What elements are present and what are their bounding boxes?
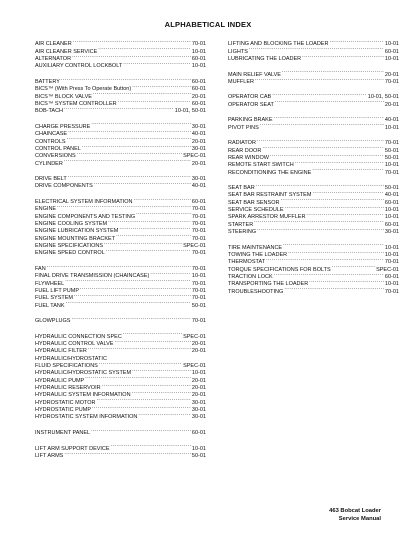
index-entry[interactable]: [228, 53, 399, 63]
leader-dots: [270, 152, 384, 159]
leader-dots: [66, 299, 191, 306]
leader-dots: [72, 53, 191, 60]
index-entry-page: 20-01: [191, 160, 206, 167]
index-entry-label: CONTROLS: [35, 138, 66, 145]
index-entry-label: FLUID SPECIFICATIONS: [35, 363, 98, 370]
leader-dots: [255, 76, 384, 83]
index-group: [228, 137, 399, 174]
index-entry-page: 40-01: [384, 117, 399, 124]
index-group: [228, 68, 399, 83]
index-entry-page: 50-01: [384, 147, 399, 154]
leader-dots: [92, 404, 191, 411]
index-entry-label: HYDROSTATIC SYSTEM INFORMATION: [35, 414, 138, 421]
leader-dots: [257, 137, 384, 144]
index-entry-page: 70-01: [384, 169, 399, 176]
index-entry-label: CHAINCASE: [35, 131, 68, 138]
leader-dots: [123, 60, 191, 67]
index-entry[interactable]: [228, 182, 399, 192]
index-entry-page: 30-01: [191, 123, 206, 130]
index-entry-page: 40-01: [384, 192, 399, 199]
footer-manual: Service Manual: [338, 516, 381, 522]
index-group: [228, 241, 399, 295]
index-entry-page: 60-01: [191, 78, 206, 85]
index-entry-label: ENGINE SPEED CONTROL: [35, 250, 105, 257]
leader-dots: [312, 189, 383, 196]
leader-dots: [64, 157, 191, 164]
index-entry[interactable]: [35, 210, 206, 220]
index-entry-label: OPERATOR SEAT: [228, 101, 274, 108]
index-group: [35, 330, 206, 421]
index-entry-page: 70-01: [191, 250, 206, 257]
index-entry-label: RADIATOR: [228, 140, 256, 147]
leader-dots: [88, 345, 191, 352]
leader-dots: [104, 240, 182, 247]
leader-dots: [93, 90, 191, 97]
leader-dots: [274, 271, 384, 278]
leader-dots: [249, 45, 384, 52]
index-entry[interactable]: [228, 226, 399, 236]
index-entry-label: INSTRUMENT PANEL: [35, 429, 91, 436]
index-entry-page: 30-01: [191, 145, 206, 152]
index-entry-page: 10-01: [384, 281, 399, 288]
index-entry-label: PIVOT PINS: [228, 124, 259, 131]
index-entry-page: 10-01: [191, 445, 206, 452]
index-entry[interactable]: [35, 270, 206, 280]
index-group: [35, 315, 206, 325]
index-entry-page: 20-01: [191, 348, 206, 355]
index-entry-page: 70-01: [384, 288, 399, 295]
index-entry-page: 10-01: [384, 244, 399, 251]
index-entry-label: HYDROSTATIC PUMP: [35, 407, 92, 414]
leader-dots: [71, 315, 190, 322]
leader-dots: [132, 83, 191, 90]
index-group: [228, 38, 399, 63]
index-entry-page: 10-01: [384, 124, 399, 131]
index-entry-page: 10-01: [191, 370, 206, 377]
index-entry[interactable]: [35, 83, 206, 93]
leader-dots: [99, 360, 182, 367]
leader-dots: [254, 218, 384, 225]
leader-dots: [57, 203, 191, 210]
index-entry[interactable]: [228, 241, 399, 251]
leader-dots: [309, 278, 384, 285]
index-entry-label: TRACTION LOCK: [228, 274, 273, 281]
index-entry-page: 70-01: [384, 140, 399, 147]
index-entry-page: 60-01: [191, 100, 206, 107]
index-entry[interactable]: [228, 38, 399, 48]
index-entry-label: SEAT BAR RESTRAINT SYSTEM: [228, 192, 312, 199]
index-entry-label: HYDRAULIC/HYDROSTATIC: [35, 355, 107, 362]
index-entry-page: 10-01, 50-01: [367, 94, 399, 101]
index-entry-label: FUEL LIFT PUMP: [35, 287, 80, 294]
footer-model: 463 Bobcat Loader: [329, 508, 381, 514]
index-entry-label: BOB-TACH: [35, 108, 64, 115]
index-entry-page: 30-01: [384, 229, 399, 236]
index-entry-label: RECONDITIONING THE ENGINE: [228, 169, 312, 176]
index-entry-label: OPERATOR CAB: [228, 94, 272, 101]
leader-dots: [108, 352, 205, 359]
index-entry-label: FINAL DRIVE TRANSMISSION (CHAINCASE): [35, 273, 150, 280]
leader-dots: [283, 241, 384, 248]
index-entry-page: SPEC-01: [183, 243, 206, 249]
index-entry-page: 10-01: [384, 252, 399, 259]
leader-dots: [280, 196, 383, 203]
index-entry-label: SEAT BAR: [228, 185, 255, 192]
index-entry-page: SPEC-01: [183, 153, 206, 160]
index-entry-page: 60-01: [384, 274, 399, 281]
index-entry-label: HYDROSTATIC MOTOR: [35, 399, 96, 406]
leader-dots: [136, 210, 191, 217]
index-entry-label: CHARGE PRESSURE: [35, 123, 91, 130]
index-entry-page: 70-01: [191, 280, 206, 287]
index-entry-page: 10-01: [384, 41, 399, 48]
index-entry-page: 20-01: [191, 93, 206, 100]
index-entry-label: LIFT ARM SUPPORT DEVICE: [35, 445, 110, 452]
index-group: [35, 120, 206, 167]
leader-dots: [312, 166, 384, 173]
index-entry-label: ALTERNATOR: [35, 56, 72, 63]
index-entry[interactable]: [35, 427, 206, 434]
index-column-right: [228, 38, 399, 301]
index-entry-label: SERVICE SCHEDULE: [228, 207, 284, 214]
index-entry-label: THERMOSTAT: [228, 259, 266, 266]
leader-dots: [74, 292, 191, 299]
leader-dots: [123, 330, 182, 337]
index-entry[interactable]: [35, 330, 206, 340]
leader-dots: [91, 120, 191, 127]
index-entry-page: 20-01: [191, 341, 206, 347]
index-entry-page: 10-01: [384, 56, 399, 63]
index-entry-label: ELECTRICAL SYSTEM INFORMATION: [35, 198, 133, 205]
index-entry-label: LIFTING AND BLOCKING THE LOADER: [228, 41, 329, 48]
index-entry-label: HYDRAULIC FILTER: [35, 348, 87, 355]
leader-dots: [80, 285, 191, 292]
leader-dots: [133, 196, 190, 203]
index-entry-page: 50-01: [384, 154, 399, 161]
leader-dots: [85, 374, 191, 381]
index-entry-page: 70-01: [191, 235, 206, 242]
index-entry-page: 10-01: [191, 48, 206, 55]
leader-dots: [94, 180, 191, 187]
leader-dots: [65, 277, 191, 284]
index-entry-page: 50-01: [191, 302, 206, 309]
index-entry[interactable]: [35, 76, 206, 83]
index-entry-page: 10-01, 50-01: [174, 108, 206, 115]
index-entry[interactable]: [228, 45, 399, 55]
index-entry[interactable]: [35, 203, 206, 213]
index-entry-label: TRANSPORTING THE LOADER: [228, 281, 309, 288]
index-entry[interactable]: [228, 68, 399, 78]
leader-dots: [97, 396, 191, 403]
leader-dots: [119, 225, 191, 232]
index-entry-label: CONVERSIONS: [35, 153, 76, 160]
index-entry-label: AIR CLEANER SERVICE: [35, 48, 98, 55]
index-entry-label: GLOWPLUGS: [35, 318, 71, 325]
index-entry-label: BICS™ (With Press To Operate Button): [35, 86, 132, 93]
index-entry-page: 40-01: [191, 131, 206, 138]
leader-dots: [257, 226, 384, 233]
index-entry-label: LIGHTS: [228, 48, 248, 55]
footer: [329, 507, 381, 523]
leader-dots: [68, 173, 191, 180]
index-entry-label: DRIVE BELT: [35, 176, 67, 183]
leader-dots: [82, 143, 191, 150]
leader-dots: [285, 204, 384, 211]
leader-dots: [282, 68, 384, 75]
index-entry-page: 70-01: [191, 220, 206, 227]
index-entry-label: HYDRAULIC CONTROL VALVE: [35, 341, 114, 347]
index-entry-page: 70-01: [191, 265, 206, 272]
index-entry-page: 20-01: [191, 138, 206, 145]
index-entry[interactable]: [35, 442, 206, 452]
index-entry-label: FUEL SYSTEM: [35, 295, 73, 302]
leader-dots: [47, 263, 191, 270]
index-entry-label: ENGINE MOUNTING BRACKET: [35, 235, 116, 242]
index-entry-page: 20-01: [384, 71, 399, 78]
leader-dots: [302, 53, 384, 60]
index-entry-page: 70-01: [191, 41, 206, 48]
leader-dots: [260, 121, 384, 128]
leader-dots: [106, 247, 191, 254]
index-entry-label: BATTERY: [35, 78, 60, 85]
index-entry-label: ENGINE COOLING SYSTEM: [35, 220, 108, 227]
leader-dots: [295, 159, 384, 166]
leader-dots: [150, 270, 191, 277]
index-entry[interactable]: [35, 263, 206, 270]
index-entry-page: 10-01: [384, 214, 399, 221]
index-entry-label: SPARK ARRESTOR MUFFLER: [228, 214, 306, 221]
index-entry-page: 10-01: [384, 162, 399, 169]
index-entry[interactable]: [35, 196, 206, 203]
index-entry[interactable]: [228, 218, 399, 228]
leader-dots: [116, 232, 191, 239]
index-entry-page: 70-01: [384, 259, 399, 266]
index-entry-page: SPEC-01: [183, 333, 206, 340]
index-title: ALPHABETICAL INDEX: [164, 20, 252, 29]
index-group: [35, 76, 206, 113]
index-entry-label: ENGINE COMPONENTS AND TESTING: [35, 213, 136, 220]
leader-dots: [262, 144, 384, 151]
index-group: [35, 442, 206, 457]
index-entry-label: ENGINE LUBRICATION SYSTEM: [35, 228, 119, 235]
leader-dots: [266, 256, 384, 263]
index-entry-page: 10-01: [384, 207, 399, 214]
index-entry-label: HYDRAULIC CONNECTION SPEC: [35, 333, 122, 340]
index-entry-page: 10-01: [191, 273, 206, 280]
index-entry-label: REAR WINDOW: [228, 154, 269, 161]
index-group: [35, 263, 206, 307]
index-entry-label: FAN: [35, 265, 46, 272]
index-entry-page: 30-01: [191, 399, 206, 406]
index-entry-page: 20-01: [191, 385, 206, 392]
index-entry-label: AUXILIARY CONTROL LOCKBOLT: [35, 63, 123, 70]
leader-dots: [98, 45, 191, 52]
index-entry[interactable]: [35, 315, 206, 325]
index-group: [35, 38, 206, 70]
index-entry-label: CONTROL PANEL: [35, 145, 81, 152]
index-entry-page: 70-01: [191, 295, 206, 302]
index-entry-label: TIRE MAINTENANCE: [228, 244, 283, 251]
index-entry-label: HYDRAULIC SYSTEM INFORMATION: [35, 392, 131, 399]
leader-dots: [111, 442, 191, 449]
index-entry-label: STEERING: [228, 229, 257, 236]
leader-dots: [114, 338, 190, 345]
index-entry-page: 70-01: [191, 213, 206, 220]
leader-dots: [272, 91, 367, 98]
index-entry-label: HYDRAULIC/HYDROSTATIC SYSTEM: [35, 370, 132, 377]
index-entry-page: 10-01: [191, 63, 206, 70]
leader-dots: [91, 427, 191, 434]
index-group: [35, 427, 206, 434]
index-entry-page: 60-01: [384, 199, 399, 206]
index-entry[interactable]: [228, 114, 399, 124]
index-entry-label: FUEL TANK: [35, 302, 65, 309]
index-entry-page: 60-01: [191, 429, 206, 436]
index-entry-label: DRIVE COMPONENTS: [35, 183, 93, 190]
leader-dots: [118, 98, 191, 105]
leader-dots: [68, 128, 191, 135]
index-entry-page: 70-01: [191, 228, 206, 235]
index-entry-page: SPEC-01: [376, 266, 399, 273]
index-entry-page: 60-01: [191, 56, 206, 63]
index-entry-page: 20-01: [384, 101, 399, 108]
index-group: [35, 196, 206, 255]
index-entry-page: 70-01: [191, 287, 206, 294]
index-entry-page: 60-01: [384, 221, 399, 228]
index-entry-label: TROUBLESHOOTING: [228, 288, 284, 295]
index-entry-page: 30-01: [191, 176, 206, 183]
index-entry-label: REAR DOOR: [228, 147, 262, 154]
leader-dots: [288, 249, 384, 256]
index-entry-label: TOWING THE LOADER: [228, 252, 288, 259]
index-entry-page: 60-01: [191, 86, 206, 93]
leader-dots: [132, 389, 191, 396]
index-entry-label: STARTER: [228, 221, 254, 228]
leader-dots: [306, 211, 384, 218]
index-entry-label: CYLINDER: [35, 160, 63, 167]
index-entry-page: 60-01: [191, 198, 206, 205]
index-entry[interactable]: [228, 137, 399, 147]
index-entry-label: FLYWHEEL: [35, 280, 65, 287]
index-entry-page: 70-01: [191, 318, 206, 325]
index-entry-label: TORQUE SPECIFICATIONS FOR BOLTS: [228, 266, 331, 273]
index-entry[interactable]: [35, 120, 206, 130]
leader-dots: [329, 38, 383, 45]
index-group: [228, 91, 399, 106]
index-entry-label: BICS™ BLOCK VALVE: [35, 93, 92, 100]
leader-dots: [64, 105, 174, 112]
leader-dots: [77, 150, 182, 157]
index-entry[interactable]: [228, 91, 399, 101]
index-entry-label: HYDRAULIC RESERVOIR: [35, 385, 101, 392]
index-entry-page: 60-01: [384, 48, 399, 55]
leader-dots: [61, 76, 191, 83]
index-entry-page: 70-01: [384, 78, 399, 85]
index-entry-label: REMOTE START SWITCH: [228, 162, 294, 169]
leader-dots: [256, 182, 384, 189]
leader-dots: [73, 38, 191, 45]
index-entry-label: LUBRICATING THE LOADER: [228, 56, 302, 63]
index-group: [228, 182, 399, 236]
index-entry-label: MUFFLER: [228, 78, 254, 85]
index-entry-label: BICS™ SYSTEM CONTROLLER: [35, 100, 117, 107]
leader-dots: [284, 285, 384, 292]
index-entry-label: LIFT ARMS: [35, 452, 64, 459]
index-entry-label: AIR CLEANER: [35, 41, 72, 48]
leader-dots: [108, 218, 191, 225]
index-entry-page: 70-01: [191, 206, 206, 213]
index-entry-page: 20-01: [191, 392, 206, 399]
leader-dots: [332, 263, 375, 270]
index-entry-page: 50-01: [191, 452, 206, 459]
index-entry-page: SPEC-01: [183, 363, 206, 370]
index-entry-page: 30-01: [191, 414, 206, 421]
leader-dots: [67, 135, 191, 142]
index-entry[interactable]: [35, 173, 206, 183]
index-entry-page: 20-01: [191, 377, 206, 384]
index-entry-page: 40-01: [191, 183, 206, 190]
index-group: [228, 114, 399, 129]
leader-dots: [275, 98, 384, 105]
index-column-left: [35, 38, 206, 465]
index-entry-label: HYDRAULIC PUMP: [35, 377, 85, 384]
index-entry-label: SEAT BAR SENSOR: [228, 199, 280, 206]
index-entry-page: 30-01: [191, 407, 206, 414]
leader-dots: [64, 450, 191, 457]
leader-dots: [102, 382, 191, 389]
leader-dots: [274, 114, 384, 121]
index-entry-label: MAIN RELIEF VALVE: [228, 71, 281, 78]
index-entry-label: ENGINE: [35, 206, 57, 213]
index-entry-page: 50-01: [384, 185, 399, 192]
index-entry[interactable]: [35, 38, 206, 48]
leader-dots: [138, 411, 191, 418]
index-entry-label: ENGINE SPECIFICATIONS: [35, 243, 104, 249]
index-entry-label: PARKING BRAKE: [228, 117, 273, 124]
index-group: [35, 173, 206, 188]
leader-dots: [132, 367, 191, 374]
